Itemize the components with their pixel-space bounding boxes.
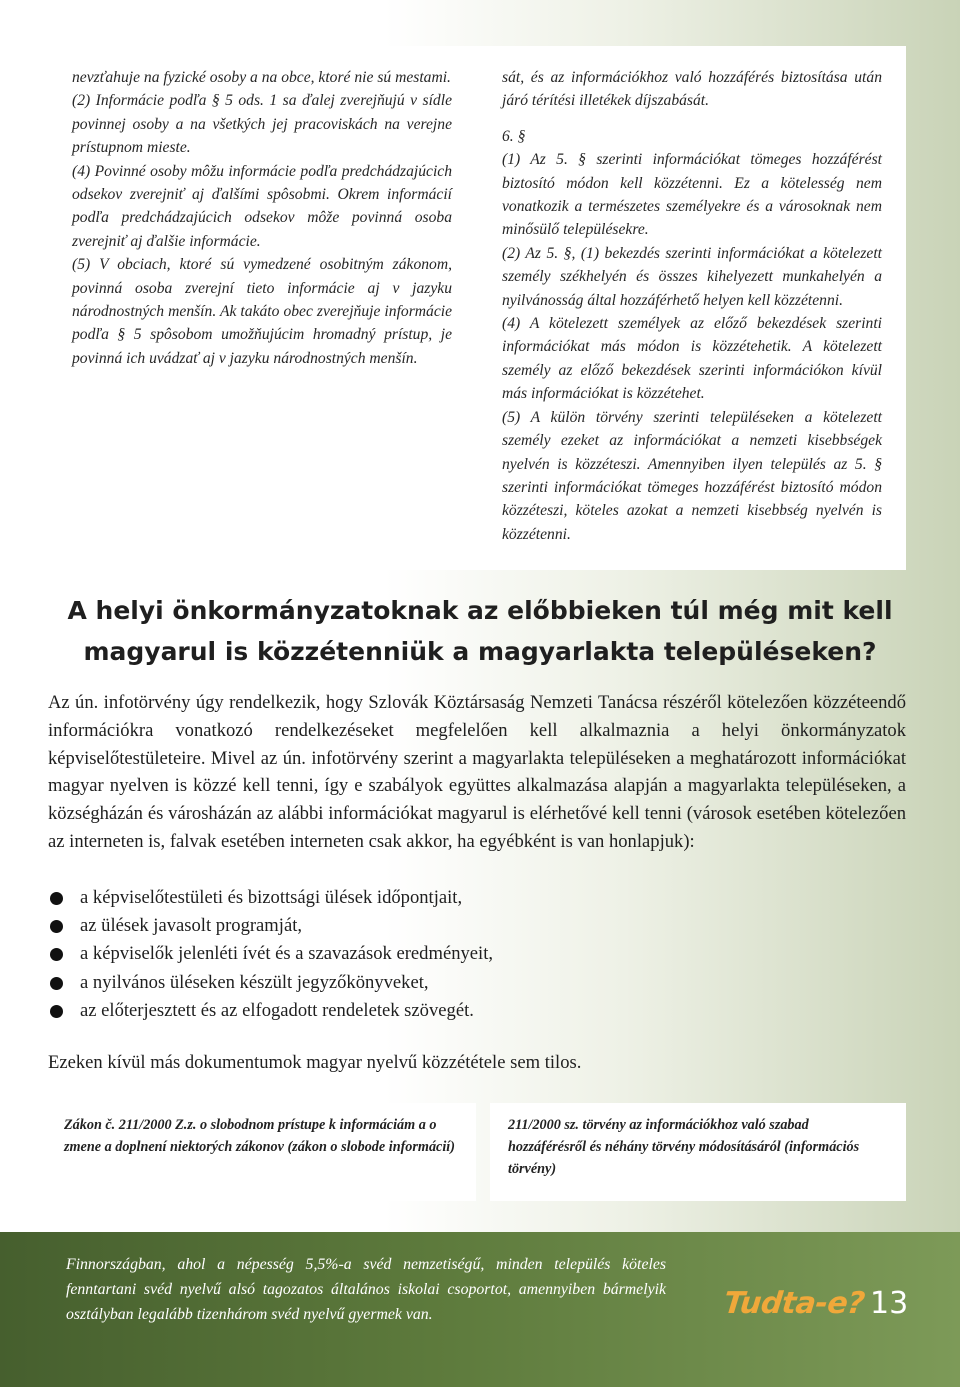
law-paragraph: (5) V obciach, ktoré sú vymedzené osobitným zákonom, povinná osoba zverejní tieto informácie aj v jazyku národnostných menšín. Ak takáto obec zverejňuje informácie podľa § 5 spôsobom umožňujúcim hromadný prístup, je povinná ich uvádzať aj v jazyku národnostných menšín. [72, 256, 452, 367]
list-item [48, 912, 906, 940]
list-item [48, 884, 906, 912]
did-you-know-band [0, 1232, 960, 1387]
law-paragraph: nevzťahuje na fyzické osoby a na obce, ktoré nie sú mestami. [72, 69, 451, 86]
list-item-text: az ülések javasolt programját, [80, 915, 303, 937]
law-paragraph: (4) A kötelezett személyek az előző bekezdések szerinti információkat más módon is közzétehetik. A kötelezett személy az előző bekezdések szerinti információkon kívül más információkat is közzétehet. [502, 315, 882, 403]
bullet-icon [50, 920, 63, 933]
law-paragraph: (5) A külön törvény szerinti településeken a kötelezett személy ezeket az információkat a nemzeti kisebbségek nyelvén is közzéteszi. Amennyiben ilyen település az 5. § szerinti információkat tömeges hozzáférést biztosító módon közzéteszi, köteles azokat a nemzeti kisebbség nyelvén is közzétenni. [502, 408, 882, 543]
page-number: 13 [870, 1286, 909, 1321]
list-item-text: az előterjesztett és az elfogadott rendeletek szövegét. [80, 999, 474, 1021]
section-heading: A helyi önkormányzatoknak az előbbieken túl még mit kell magyarul is közzétenniük a magyarlakta településeken? [67, 596, 893, 666]
closing-paragraph: Ezeken kívül más dokumentumok magyar nyelvű közzététele sem tilos. [48, 1052, 582, 1073]
reference-text: Zákon č. 211/2000 Z.z. o slobodnom prístupe k informáciám a o zmene a doplnení niektorých zákonov (zákon o slobode informácií) [64, 1117, 455, 1155]
did-you-know-badge: Tudta-e? [722, 1286, 867, 1321]
list-item [48, 940, 906, 968]
law-paragraph: (2) Informácie podľa § 5 ods. 1 sa ďalej zverejňujú v sídle povinnej osoby a na všetkých jej pracoviskách na verejne prístupnom mieste. [72, 92, 452, 157]
law-paragraph: (2) Az 5. §, (1) bekezdés szerinti információkat a kötelezett személy székhelyén és összes kihelyezett munkahelyén a nyilvánosság által hozzáférhető helyen kell közzétenni. [502, 244, 882, 309]
law-intro: sát, és az információkhoz való hozzáférés biztosítása után járó térítési illetékek díjszabását. [502, 69, 882, 110]
bullet-icon [50, 977, 63, 990]
hungarian-law-column [502, 66, 882, 546]
list-item-text: a nyilvános üléseken készült jegyzőkönyveket, [80, 971, 429, 993]
bullet-icon [50, 948, 63, 961]
reference-text: 211/2000 sz. törvény az információkhoz való szabad hozzáférésről és néhány törvény módosításáról (információs törvény) [508, 1117, 860, 1177]
list-item-text: a képviselők jelenléti ívét és a szavazások eredményeit, [80, 943, 494, 965]
fact-text: Finnországban, ahol a népesség 5,5%-a svéd nemzetiségű, minden település köteles fenntartani svéd nyelvű alsó tagozatos általános iskolai csoportot, amennyiben bármelyik osztályban legalább tizenhárom svéd nyelvű gyermek van. [66, 1256, 666, 1323]
legal-text-panel [46, 46, 906, 570]
list-item-text: a képviselőtestületi és bizottsági ülések időpontjait, [80, 887, 463, 908]
slovak-law-reference [46, 1103, 476, 1201]
law-paragraph: (1) Az 5. § szerinti információkat tömeges hozzáférést biztosító módon kell közzétenni. Ez a kötelesség nem vonatkozik a természetes személyekre és a városoknak nem minősülő településekre. [502, 151, 882, 239]
bullet-icon [50, 1005, 63, 1018]
law-paragraph: (4) Povinné osoby môžu informácie podľa predchádzajúcich odsekov zverejniť aj ďalšími spôsobmi. Okrem informácií podľa predchádzajúcich odsekov môže povinná osoba zverejniť aj ďalšie informácie. [72, 162, 452, 250]
hungarian-law-reference [490, 1103, 906, 1201]
bullet-icon [50, 892, 63, 905]
slovak-law-column [72, 66, 452, 370]
list-item [48, 997, 906, 1025]
list-item [48, 969, 906, 997]
required-info-list [48, 884, 906, 1025]
section-number: 6. § [502, 127, 526, 145]
body-paragraph: Az ún. infotörvény úgy rendelkezik, hogy Szlovák Köztársaság Nemzeti Tanácsa részéről kötelezően közzéteendő információkra vonatkozó rendelkezéseket megfelelően kell alkalmaznia a helyi önkormányzatok képviselőtestületeire. Mivel az ún. infotörvény szerint a magyarlakta településeken a meghatározott információkat magyar nyelven is közzé kell tenni, így e szabályok együttes alkalmazása alapján a magyarlakta településeken, a községházán és városházán az alábbi információkat magyarul is elérhetővé kell tenni (városok esetében kötelezően az interneten is, falvak esetében interneten csak akkor, ha egyébként is van honlapjuk): [48, 692, 906, 852]
